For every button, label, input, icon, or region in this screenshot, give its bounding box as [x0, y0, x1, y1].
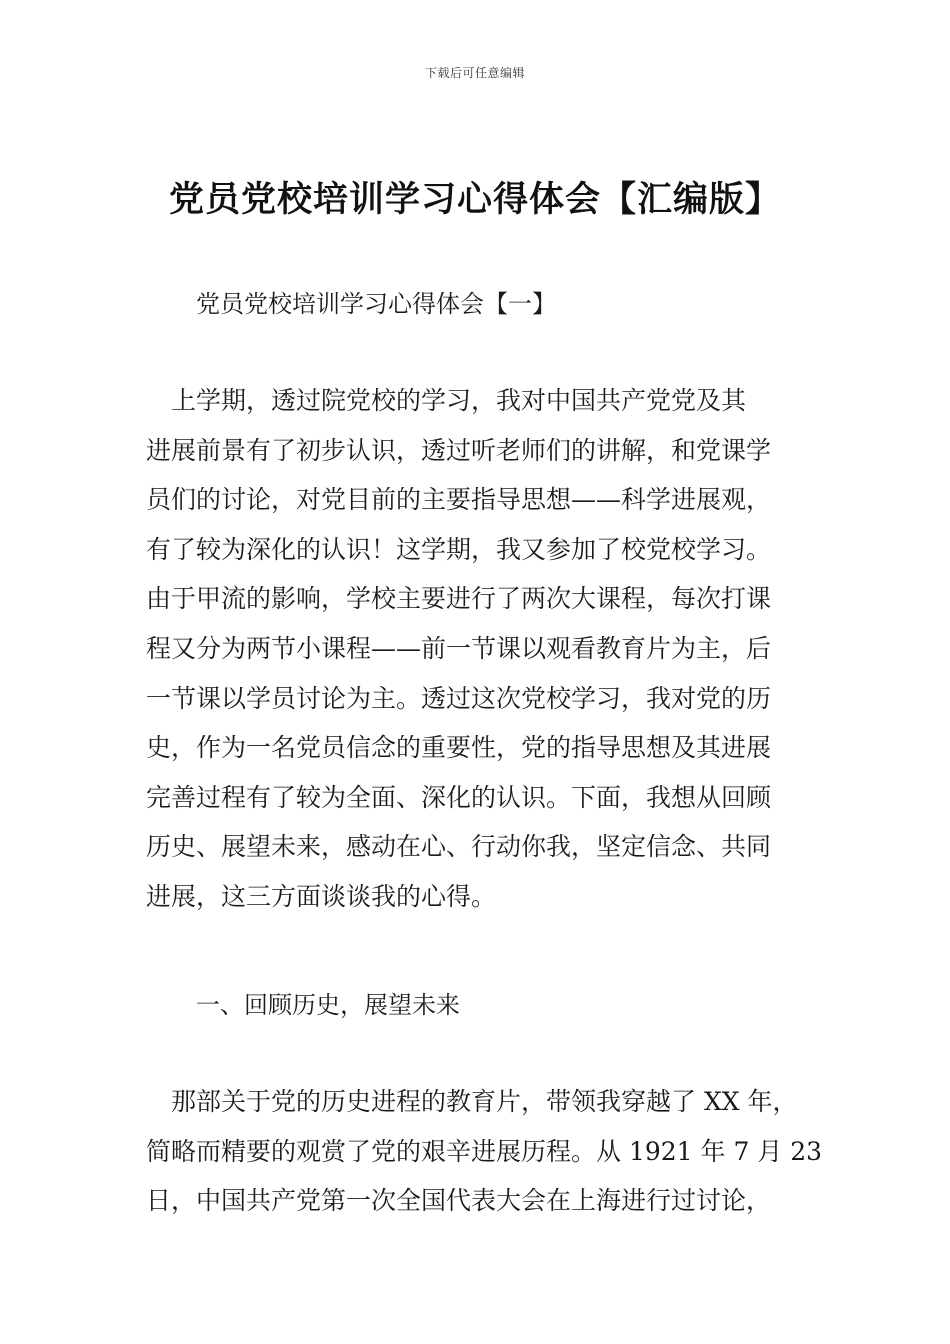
section-heading-1: 一、回顾历史，展望未来: [196, 991, 460, 1019]
paragraph-line: 上学期，透过院党校的学习，我对中国共产党党及其: [146, 386, 747, 415]
paragraph-line: 历史、展望未来，感动在心、行动你我，坚定信念、共同: [146, 832, 772, 862]
paragraph-line: 那部关于党的历史进程的教育片，带领我穿越了 XX 年，: [146, 1087, 798, 1116]
paragraph-line: 由于甲流的影响，学校主要进行了两次大课程，每次打课: [146, 584, 772, 614]
paragraph-line: 程又分为两节小课程——前一节课以观看教育片为主，后: [146, 633, 772, 663]
paragraph-line: 进展，这三方面谈谈我的心得。: [146, 881, 497, 911]
paragraph-line: 完善过程有了较为全面、深化的认识。下面，我想从回顾: [146, 782, 772, 812]
sub-title: 党员党校培训学习心得体会【一】: [196, 290, 556, 318]
paragraph-2: [146, 1077, 823, 1226]
paragraph-line: 有了较为深化的认识！这学期，我又参加了校党校学习。: [146, 534, 772, 564]
paragraph-line: 一节课以学员讨论为主。透过这次党校学习，我对党的历: [146, 683, 772, 713]
paragraph-line: 员们的讨论，对党目前的主要指导思想——科学进展观，: [146, 485, 772, 515]
paragraph-line: 简略而精要的观赏了党的艰辛进展历程。从 1921 年 7 月 23: [146, 1136, 823, 1166]
paragraph-line: 进展前景有了初步认识，透过听老师们的讲解，和党课学: [146, 435, 772, 465]
document-title: 党员党校培训学习心得体会【汇编版】: [168, 180, 781, 220]
paragraph-1: [146, 376, 806, 922]
paragraph-line: 日，中国共产党第一次全国代表大会在上海进行过讨论，: [146, 1186, 772, 1216]
paragraph-line: 史，作为一名党员信念的重要性，党的指导思想及其进展: [146, 733, 772, 763]
header-note: 下载后可任意编辑: [424, 66, 525, 80]
